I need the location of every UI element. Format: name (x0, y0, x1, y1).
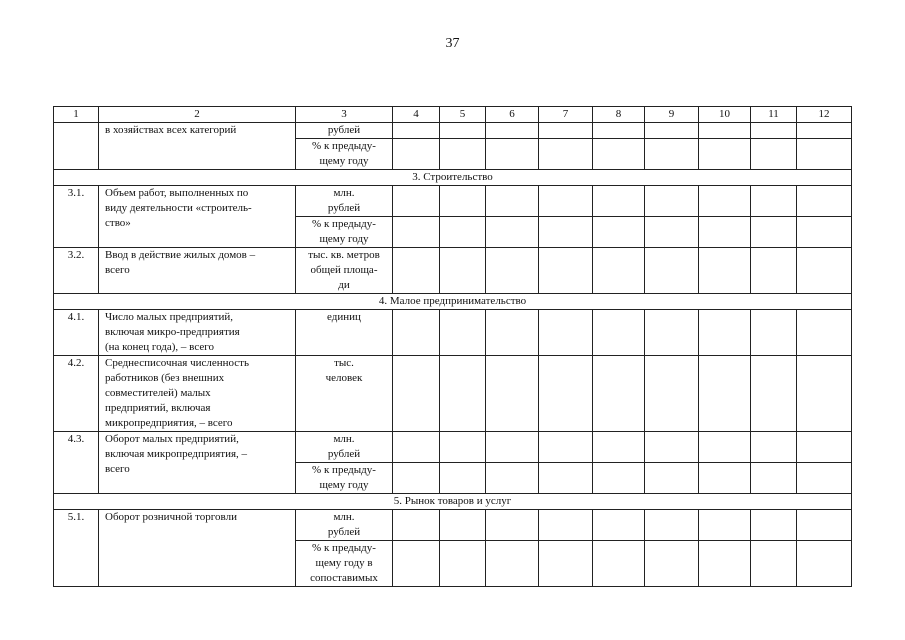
value-cell (539, 186, 593, 217)
indicator-name-line: Ввод в действие жилых домов – (105, 249, 256, 261)
value-cell (593, 123, 645, 139)
value-cell (440, 541, 486, 587)
value-cell (751, 217, 797, 248)
table-row (54, 432, 852, 463)
value-cell (797, 186, 852, 217)
section-title: 4. Малое предпринимательство (54, 294, 852, 310)
value-cell (486, 310, 539, 356)
value-cell (539, 541, 593, 587)
indicator-name-line: ство» (105, 217, 131, 229)
unit-line: млн. (333, 511, 355, 523)
indicator-name-line: (на конец года), – всего (105, 341, 214, 353)
indicator-name-line: Оборот малых предприятий, (105, 433, 239, 445)
unit-cell (296, 432, 393, 463)
unit-line: щему году в (315, 557, 373, 569)
value-cell (440, 310, 486, 356)
value-cell (393, 463, 440, 494)
unit-line: % к предыду- (312, 218, 376, 230)
column-header: 7 (539, 107, 593, 123)
value-cell (539, 123, 593, 139)
value-cell (699, 432, 751, 463)
value-cell (699, 356, 751, 432)
row-number: 5.1. (54, 510, 99, 587)
unit-line: общей площа- (310, 264, 378, 276)
indicator-name-line: работников (без внешних (105, 372, 225, 384)
value-cell (699, 310, 751, 356)
value-cell (440, 217, 486, 248)
indicator-name-line: Объем работ, выполненных по (105, 187, 249, 199)
value-cell (751, 510, 797, 541)
section-header-row (54, 170, 852, 186)
value-cell (593, 356, 645, 432)
value-cell (486, 432, 539, 463)
unit-line: щему году (319, 479, 369, 491)
value-cell (751, 123, 797, 139)
value-cell (486, 186, 539, 217)
value-cell (440, 432, 486, 463)
section-header-row (54, 494, 852, 510)
row-number: 4.2. (54, 356, 99, 432)
unit-cell (296, 510, 393, 541)
value-cell (699, 463, 751, 494)
value-cell (440, 123, 486, 139)
unit-line: тыс. кв. метров (308, 249, 380, 261)
column-number-row (54, 107, 852, 123)
statistics-form-table (53, 106, 852, 587)
value-cell (645, 541, 699, 587)
unit-line: ди (338, 279, 350, 291)
value-cell (797, 139, 852, 170)
value-cell (699, 123, 751, 139)
indicator-name-line: Число малых предприятий, (105, 311, 234, 323)
indicator-name (99, 356, 296, 432)
value-cell (539, 139, 593, 170)
value-cell (593, 217, 645, 248)
value-cell (645, 310, 699, 356)
unit-cell (296, 217, 393, 248)
unit-cell (296, 541, 393, 587)
unit-line: тыс. (334, 357, 354, 369)
value-cell (393, 310, 440, 356)
value-cell (751, 356, 797, 432)
value-cell (486, 463, 539, 494)
value-cell (751, 310, 797, 356)
value-cell (699, 217, 751, 248)
value-cell (645, 217, 699, 248)
table-row (54, 186, 852, 217)
indicator-name (99, 310, 296, 356)
value-cell (393, 186, 440, 217)
value-cell (539, 248, 593, 294)
value-cell (751, 186, 797, 217)
value-cell (797, 541, 852, 587)
value-cell (486, 541, 539, 587)
value-cell (539, 356, 593, 432)
section-title: 5. Рынок товаров и услуг (54, 494, 852, 510)
value-cell (593, 139, 645, 170)
indicator-name-line: Оборот розничной торговли (105, 511, 237, 523)
unit-cell (296, 186, 393, 217)
row-number: 3.2. (54, 248, 99, 294)
unit-line: рублей (327, 202, 361, 214)
unit-cell (296, 123, 393, 139)
row-number: 3.1. (54, 186, 99, 248)
column-header: 6 (486, 107, 539, 123)
table-row (54, 356, 852, 432)
table-row (54, 123, 852, 139)
value-cell (797, 217, 852, 248)
unit-cell (296, 463, 393, 494)
unit-line: сопоставимых (310, 572, 378, 584)
value-cell (645, 510, 699, 541)
value-cell (797, 123, 852, 139)
value-cell (440, 139, 486, 170)
column-header: 10 (699, 107, 751, 123)
value-cell (751, 248, 797, 294)
unit-cell (296, 356, 393, 432)
column-header: 3 (296, 107, 393, 123)
value-cell (539, 310, 593, 356)
value-cell (699, 139, 751, 170)
value-cell (393, 356, 440, 432)
indicator-name (99, 248, 296, 294)
value-cell (440, 186, 486, 217)
unit-line: рублей (327, 448, 361, 460)
row-number (54, 123, 99, 170)
value-cell (440, 463, 486, 494)
value-cell (539, 510, 593, 541)
value-cell (699, 248, 751, 294)
column-header: 8 (593, 107, 645, 123)
value-cell (797, 248, 852, 294)
indicator-name (99, 123, 296, 170)
value-cell (797, 310, 852, 356)
unit-line: щему году (319, 155, 369, 167)
indicator-name (99, 510, 296, 587)
value-cell (645, 186, 699, 217)
indicator-name-line: предприятий, включая (105, 402, 211, 414)
value-cell (593, 432, 645, 463)
section-header-row (54, 294, 852, 310)
column-header: 1 (54, 107, 99, 123)
indicator-name-line: включая микропредприятия, – (105, 448, 248, 460)
value-cell (593, 463, 645, 494)
table-row (54, 248, 852, 294)
unit-line: рублей (327, 124, 361, 136)
unit-line: % к предыду- (312, 542, 376, 554)
value-cell (751, 139, 797, 170)
value-cell (486, 139, 539, 170)
value-cell (645, 356, 699, 432)
value-cell (393, 541, 440, 587)
indicator-name-line: всего (105, 463, 130, 475)
unit-cell (296, 139, 393, 170)
value-cell (797, 432, 852, 463)
table-row (54, 310, 852, 356)
value-cell (393, 139, 440, 170)
unit-line: % к предыду- (312, 464, 376, 476)
value-cell (645, 123, 699, 139)
unit-line: единиц (327, 311, 361, 323)
column-header: 2 (99, 107, 296, 123)
indicator-name-line: включая микро-предприятия (105, 326, 240, 338)
value-cell (797, 356, 852, 432)
unit-line: млн. (333, 433, 355, 445)
value-cell (486, 356, 539, 432)
value-cell (486, 248, 539, 294)
value-cell (393, 510, 440, 541)
unit-line: % к предыду- (312, 140, 376, 152)
value-cell (645, 248, 699, 294)
table-row (54, 510, 852, 541)
value-cell (539, 432, 593, 463)
value-cell (645, 463, 699, 494)
indicator-name-line: виду деятельности «строитель- (105, 202, 252, 214)
value-cell (539, 217, 593, 248)
value-cell (797, 510, 852, 541)
indicator-name-line: Среднесписочная численность (105, 357, 250, 369)
value-cell (440, 510, 486, 541)
unit-line: млн. (333, 187, 355, 199)
value-cell (440, 248, 486, 294)
value-cell (751, 541, 797, 587)
value-cell (699, 541, 751, 587)
column-header: 11 (751, 107, 797, 123)
value-cell (751, 432, 797, 463)
column-header: 4 (393, 107, 440, 123)
section-title: 3. Строительство (54, 170, 852, 186)
unit-line: щему году (319, 233, 369, 245)
row-number: 4.1. (54, 310, 99, 356)
unit-cell (296, 248, 393, 294)
value-cell (393, 248, 440, 294)
indicator-name-line: всего (105, 264, 130, 276)
indicator-name (99, 432, 296, 494)
indicator-name (99, 186, 296, 248)
value-cell (593, 186, 645, 217)
indicator-name-line: микропредприятия, – всего (105, 417, 233, 429)
value-cell (797, 463, 852, 494)
value-cell (486, 123, 539, 139)
value-cell (486, 510, 539, 541)
value-cell (699, 186, 751, 217)
value-cell (440, 356, 486, 432)
unit-line: человек (325, 372, 363, 384)
value-cell (751, 463, 797, 494)
value-cell (393, 217, 440, 248)
indicator-name-line: в хозяйствах всех категорий (105, 124, 237, 136)
unit-line: рублей (327, 526, 361, 538)
value-cell (593, 310, 645, 356)
value-cell (393, 123, 440, 139)
row-number: 4.3. (54, 432, 99, 494)
unit-cell (296, 310, 393, 356)
value-cell (699, 510, 751, 541)
value-cell (393, 432, 440, 463)
indicator-name-line: совместителей) малых (105, 387, 211, 399)
value-cell (645, 139, 699, 170)
value-cell (593, 248, 645, 294)
value-cell (539, 463, 593, 494)
column-header: 12 (797, 107, 852, 123)
column-header: 5 (440, 107, 486, 123)
value-cell (593, 510, 645, 541)
value-cell (486, 217, 539, 248)
column-header: 9 (645, 107, 699, 123)
value-cell (645, 432, 699, 463)
value-cell (593, 541, 645, 587)
page-number: 37 (445, 36, 460, 51)
